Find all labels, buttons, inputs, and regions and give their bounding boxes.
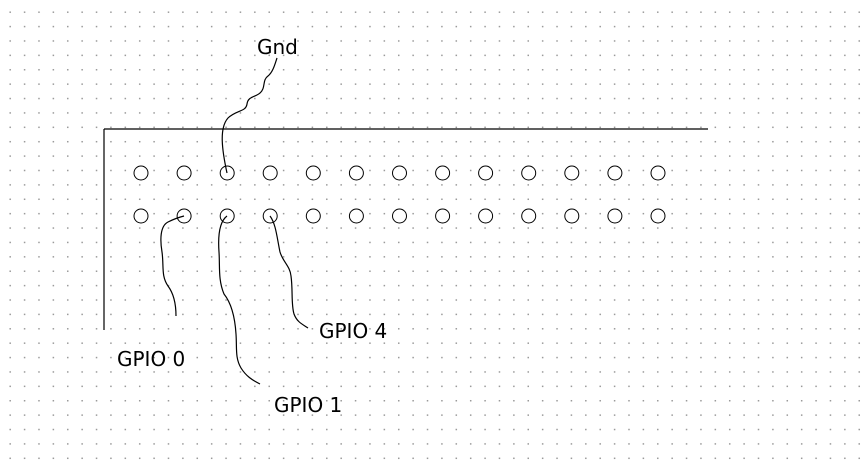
pin-row2-1 <box>134 209 148 223</box>
pin-row1-10 <box>522 166 536 180</box>
gpio1-label: GPIO 1 <box>274 393 343 417</box>
pin-row1-7 <box>393 166 407 180</box>
pin-row1-4 <box>263 166 277 180</box>
pin-row2-12 <box>608 209 622 223</box>
pin-row2-9 <box>479 209 493 223</box>
gpio1-wire <box>219 216 260 384</box>
pin-row2-7 <box>393 209 407 223</box>
pin-row1-9 <box>479 166 493 180</box>
pin-row2-2 <box>177 209 191 223</box>
pin-row1-8 <box>436 166 450 180</box>
gpio4-wire <box>270 216 308 328</box>
pin-row1-1 <box>134 166 148 180</box>
gpio0-label: GPIO 0 <box>117 347 186 371</box>
pin-row2-6 <box>349 209 363 223</box>
pin-row2-13 <box>651 209 665 223</box>
pin-row2-5 <box>306 209 320 223</box>
gpio0-wire <box>161 216 184 316</box>
gnd-label: Gnd <box>257 35 298 59</box>
gpio4-label: GPIO 4 <box>319 319 388 343</box>
pin-grid <box>134 166 665 223</box>
pin-row1-13 <box>651 166 665 180</box>
gnd-wire <box>222 58 277 173</box>
pin-row1-5 <box>306 166 320 180</box>
pin-row2-11 <box>565 209 579 223</box>
pin-row2-8 <box>436 209 450 223</box>
pin-row1-11 <box>565 166 579 180</box>
pin-row1-3 <box>220 166 234 180</box>
pin-row1-2 <box>177 166 191 180</box>
pin-row1-6 <box>349 166 363 180</box>
pin-row2-10 <box>522 209 536 223</box>
pin-row1-12 <box>608 166 622 180</box>
